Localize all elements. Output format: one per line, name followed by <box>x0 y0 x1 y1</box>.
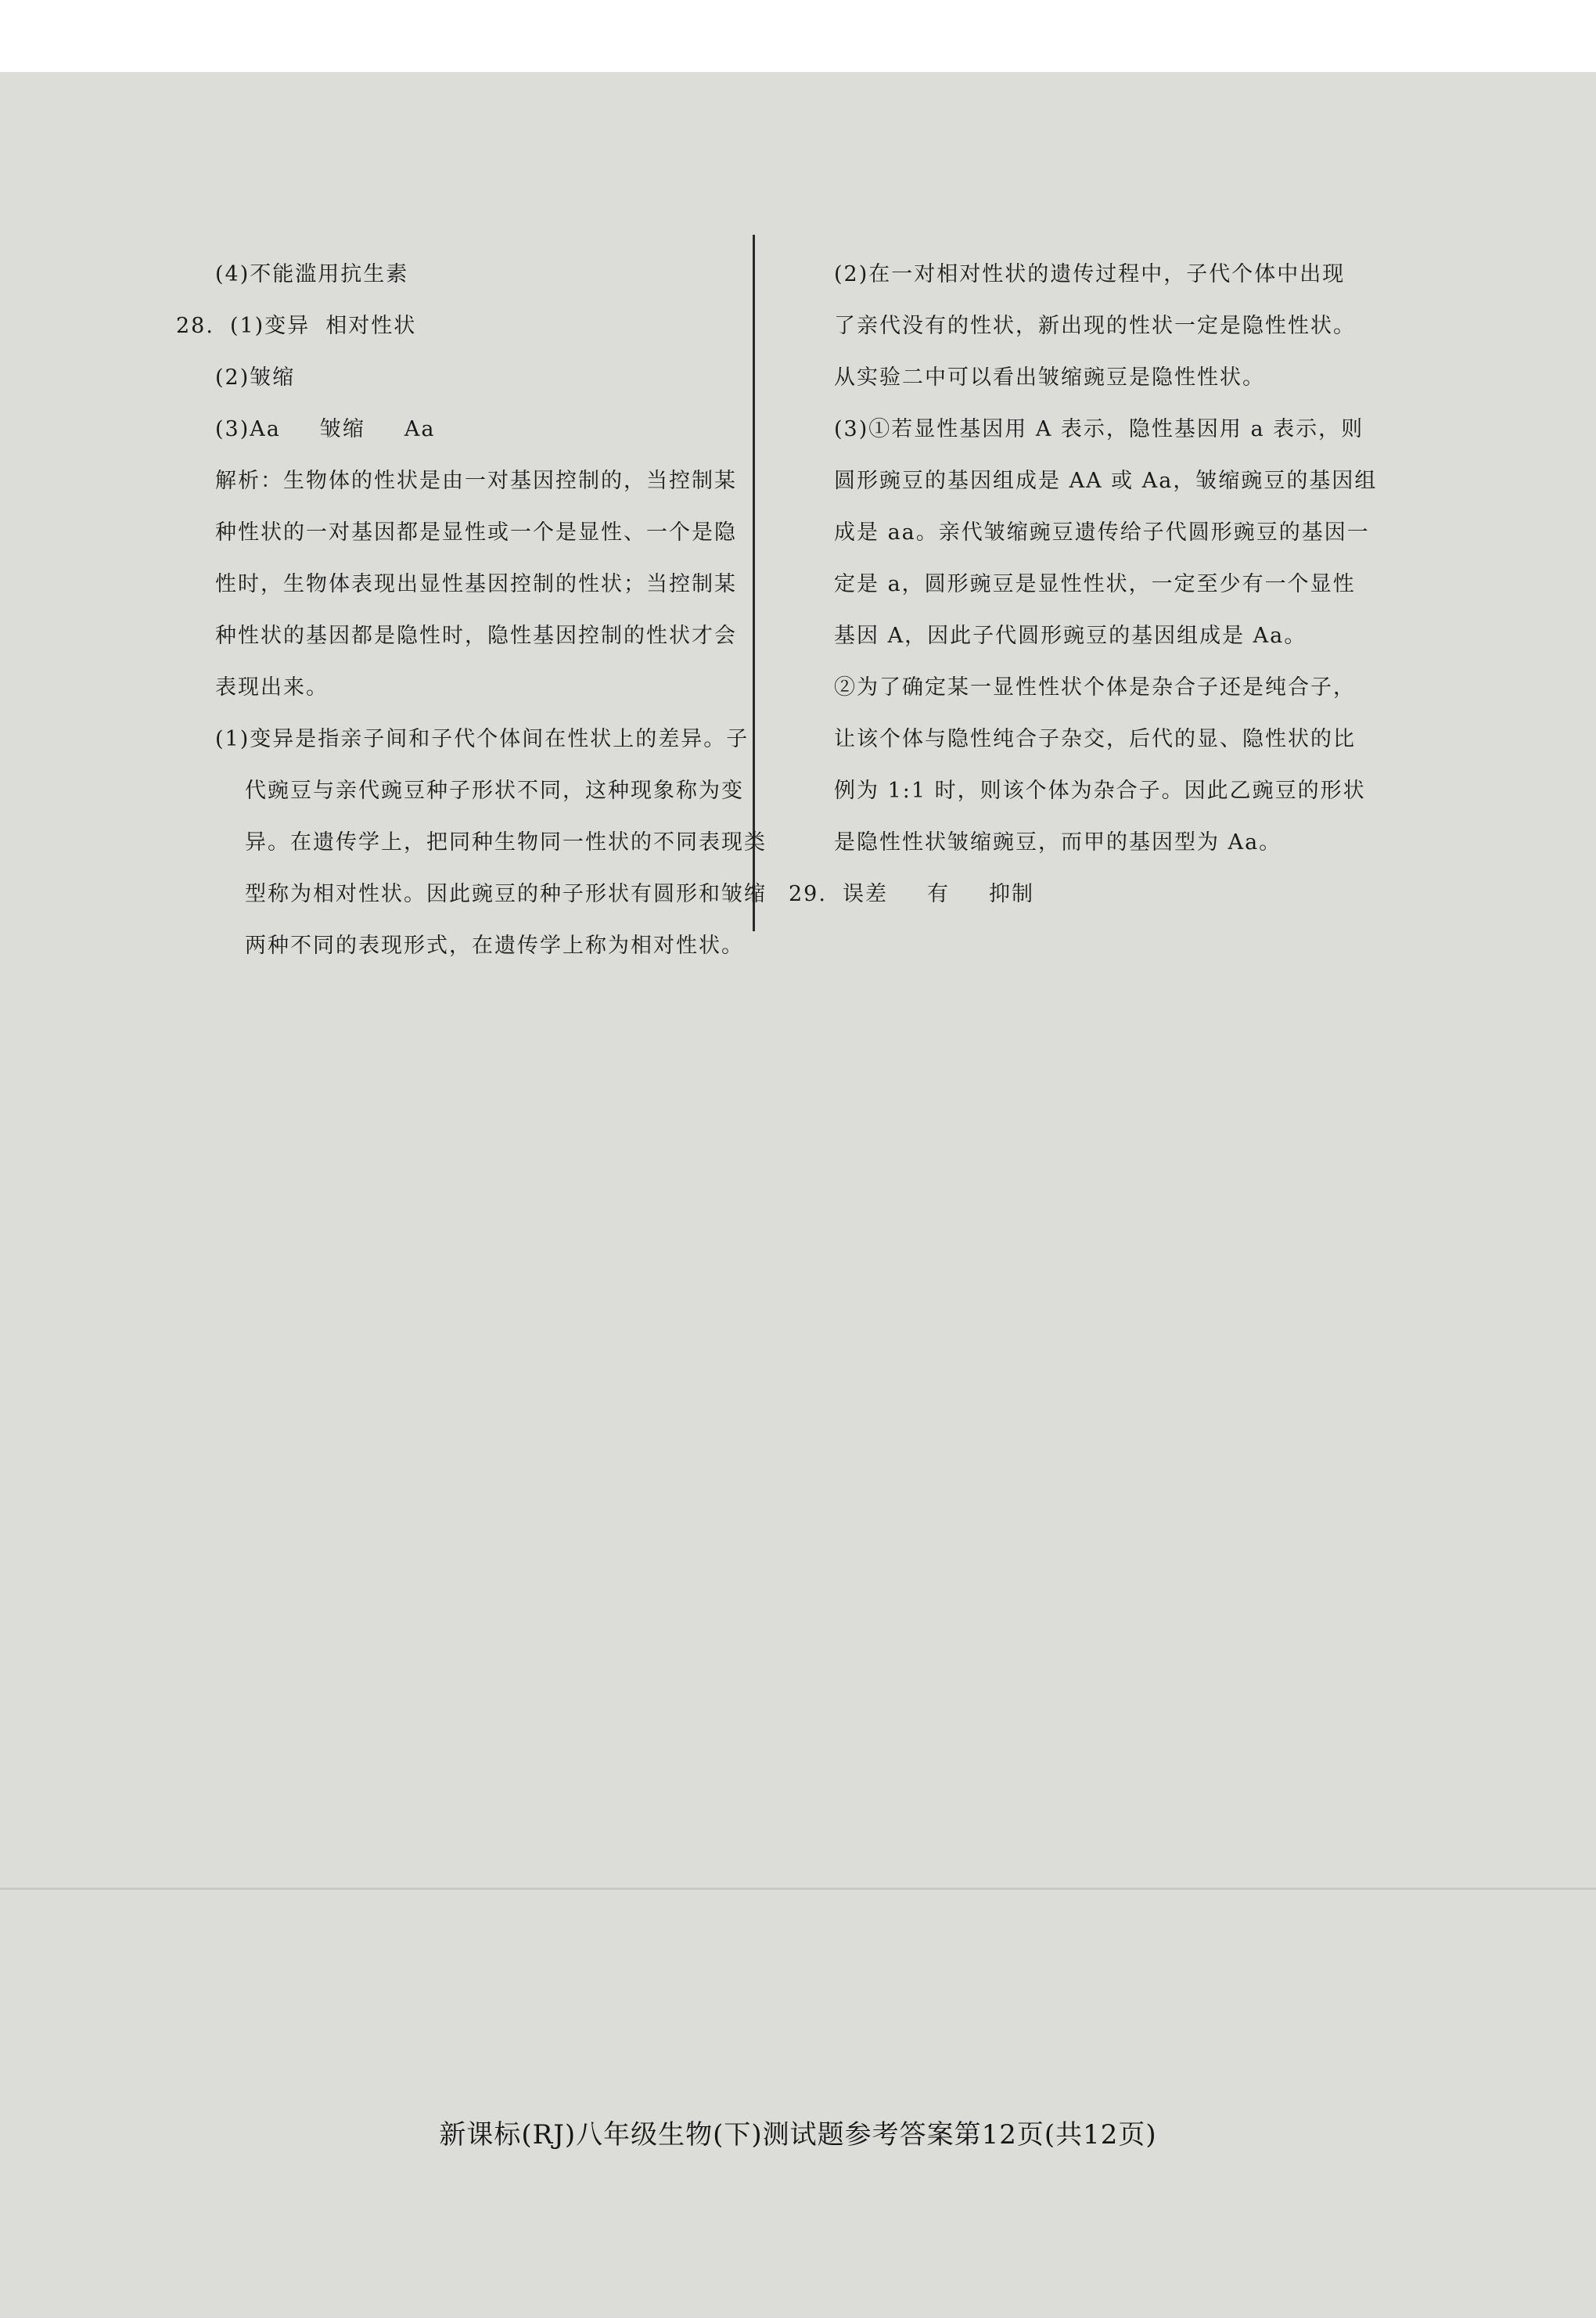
explanation-line: 表现出来。 <box>215 675 329 700</box>
explanation-line: (3)①若显性基因用 A 表示，隐性基因用 a 表示，则 <box>834 417 1364 441</box>
explanation-line: ②为了确定某一显性性状个体是杂合子还是纯合子， <box>834 675 1356 700</box>
page-top-margin <box>0 0 1596 72</box>
explanation-line: (1)变异是指亲子间和子代个体间在性状上的差异。子 <box>215 727 749 751</box>
explanation-line: 例为 1:1 时，则该个体为杂合子。因此乙豌豆的形状 <box>834 779 1366 803</box>
answer-line: (4)不能滥用抗生素 <box>215 262 409 286</box>
explanation-line: 两种不同的表现形式，在遗传学上称为相对性状。 <box>245 934 744 958</box>
question-28-answer-1: 28. (1)变异 相对性状 <box>176 314 417 338</box>
explanation-line: 基因 A，因此子代圆形豌豆的基因组成是 Aa。 <box>834 624 1307 648</box>
explanation-line: 性时，生物体表现出显性基因控制的性状；当控制某 <box>215 572 737 596</box>
explanation-line: 圆形豌豆的基因组成是 AA 或 Aa，皱缩豌豆的基因组 <box>834 469 1378 493</box>
explanation-line: 型称为相对性状。因此豌豆的种子形状有圆形和皱缩 <box>245 882 767 906</box>
explanation-line: 定是 a，圆形豌豆是显性性状，一定至少有一个显性 <box>834 572 1356 596</box>
question-number: 29. <box>789 882 827 906</box>
explanation-line: 解析：生物体的性状是由一对基因控制的，当控制某 <box>215 469 737 493</box>
explanation-line: 从实验二中可以看出皱缩豌豆是隐性性状。 <box>834 365 1265 390</box>
left-column <box>176 249 767 972</box>
explanation-line: 种性状的基因都是隐性时，隐性基因控制的性状才会 <box>215 624 737 648</box>
question-number: 28. <box>176 314 214 338</box>
explanation-line: (2)在一对相对性状的遗传过程中，子代个体中出现 <box>834 262 1346 286</box>
question-28-answer-2: (2)皱缩 <box>215 365 296 390</box>
question-29-answer: 29. 误差 有 抑制 <box>789 882 1034 906</box>
explanation-line: 是隐性性状皱缩豌豆，而甲的基因型为 Aa。 <box>834 830 1282 855</box>
explanation-line: 代豌豆与亲代豌豆种子形状不同，这种现象称为变 <box>245 779 744 803</box>
explanation-line: 让该个体与隐性纯合子杂交，后代的显、隐性状的比 <box>834 727 1356 751</box>
page-footer: 新课标(RJ)八年级生物(下)测试题参考答案第12页(共12页) <box>439 2119 1157 2151</box>
fold-line <box>0 1888 1596 1890</box>
question-28-answer-3: (3)Aa 皱缩 Aa <box>215 417 436 441</box>
explanation-line: 了亲代没有的性状，新出现的性状一定是隐性性状。 <box>834 314 1356 338</box>
explanation-line: 异。在遗传学上，把同种生物同一性状的不同表现类 <box>245 830 767 855</box>
explanation-line: 种性状的一对基因都是显性或一个是显性、一个是隐 <box>215 520 737 545</box>
explanation-line: 成是 aa。亲代皱缩豌豆遗传给子代圆形豌豆的基因一 <box>834 520 1370 545</box>
right-column <box>789 249 1378 920</box>
